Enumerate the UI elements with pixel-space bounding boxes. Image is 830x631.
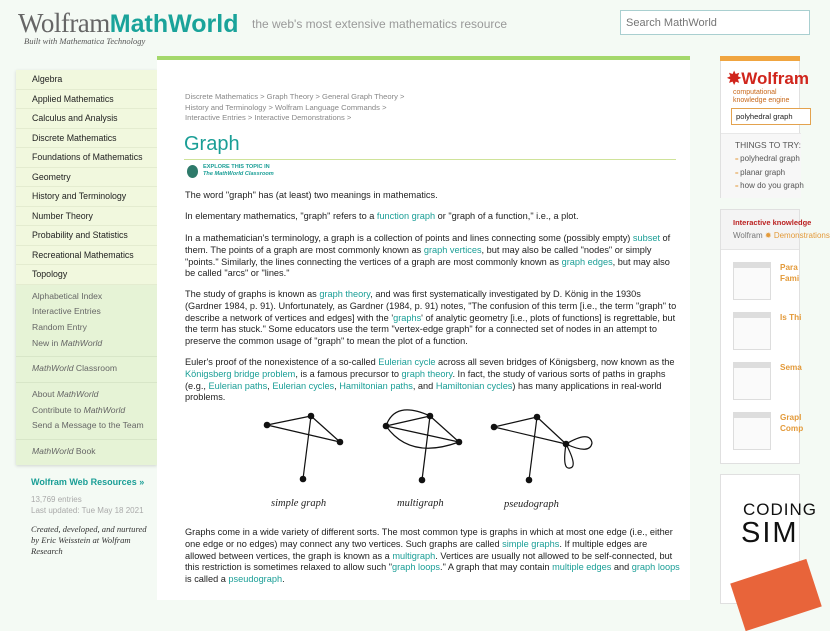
breadcrumb-separator: > bbox=[379, 102, 387, 112]
paragraph-text: ' of analytic geometry [i.e., plots of functions] is regrettable, but the term has stuck." Some educators use the term "vertex-edge graph" for a connected set of nodes in an attempt to preserve the common usage of "graph" to mean the plot of a function. bbox=[185, 312, 676, 347]
inline-link[interactable]: subset bbox=[632, 233, 660, 243]
demo-thumbnail[interactable] bbox=[733, 312, 771, 350]
paragraph-text: of them. The points of a graph are most commonly known as bbox=[185, 233, 671, 255]
page-title: Graph bbox=[184, 133, 240, 155]
demo-title[interactable]: Is Thi bbox=[780, 313, 802, 322]
breadcrumb-link[interactable]: Interactive Demonstrations bbox=[254, 113, 345, 123]
breadcrumb-separator: > bbox=[344, 113, 352, 123]
paragraph-text: ." A graph that may contain bbox=[440, 562, 553, 573]
demo-title[interactable]: Sema bbox=[780, 363, 802, 372]
sidebar-link-alphabetical-index[interactable]: Alphabetical Index bbox=[32, 290, 103, 301]
sidebar-group-about bbox=[16, 383, 157, 440]
sidebar bbox=[16, 70, 157, 465]
inline-link[interactable]: graph loops bbox=[631, 562, 680, 573]
inline-link[interactable]: graph theory bbox=[319, 289, 371, 299]
try-item[interactable]: = how do you graph bbox=[735, 181, 801, 195]
inline-link[interactable]: graph vertices bbox=[423, 244, 482, 255]
link-text-italic: MathWorld bbox=[83, 404, 126, 415]
sidebar-group-index bbox=[16, 285, 157, 358]
breadcrumb-separator: > bbox=[245, 113, 255, 123]
breadcrumb-link[interactable]: History and Terminology bbox=[185, 102, 267, 112]
link-text-italic: MathWorld bbox=[32, 446, 74, 456]
sidebar-link-contribute[interactable] bbox=[16, 403, 157, 419]
breadcrumb-line bbox=[185, 92, 505, 103]
article-paragraph bbox=[185, 233, 680, 280]
inline-link[interactable]: graph theory bbox=[401, 368, 453, 379]
article-paragraph bbox=[185, 190, 680, 202]
sidebar-group-book bbox=[16, 440, 157, 465]
paragraph-text: , but may also be called "arcs" or "lines." bbox=[185, 256, 670, 279]
paragraph-text: , and was first systematically investigated by D. König in the 1930s (Gardner 1984, p. 91). Unfortunately, as Gardner (1984, p. 91) notes, "The confusion of this term [i.e., the term "graph" to describe a network of vertices and edges] with the ' bbox=[185, 289, 677, 323]
things-title: THINGS TO TRY: bbox=[735, 140, 801, 150]
things-to-try bbox=[721, 133, 804, 198]
inline-link[interactable]: simple graphs bbox=[502, 538, 560, 549]
inline-link[interactable]: pseudograph bbox=[228, 574, 283, 585]
link-text: Book bbox=[73, 446, 96, 456]
paragraph-text: across all seven bridges of Königsberg, now known as the bbox=[435, 357, 675, 367]
breadcrumb-line bbox=[185, 103, 505, 114]
paragraph-text: and bbox=[611, 562, 632, 573]
paragraph-text: In elementary mathematics, "graph" refers to a bbox=[185, 211, 377, 221]
sidebar-category[interactable]: History and Terminology bbox=[16, 187, 157, 207]
sidebar-group-classroom bbox=[16, 357, 157, 383]
sidebar-category[interactable]: Discrete Mathematics bbox=[16, 129, 157, 149]
paragraph-text: ) has many applications in real-world problems. bbox=[185, 380, 662, 403]
sidebar-link-classroom[interactable] bbox=[16, 361, 157, 377]
wolfram-subtitle: computational knowledge engine bbox=[733, 89, 790, 104]
demo-thumbnail[interactable] bbox=[733, 262, 771, 300]
sidebar-link-about[interactable] bbox=[16, 387, 157, 403]
inline-link[interactable]: multigraph bbox=[392, 550, 436, 561]
demonstrations-widget bbox=[720, 209, 830, 464]
caption-pseudograph: pseudograph bbox=[504, 499, 559, 510]
caption-multigraph: multigraph bbox=[397, 498, 444, 509]
demonstrations-icon: ✹ bbox=[764, 231, 772, 240]
demo-thumbnail[interactable] bbox=[733, 412, 771, 450]
sidebar-category[interactable]: Geometry bbox=[16, 168, 157, 188]
article-paragraph bbox=[185, 527, 680, 586]
breadcrumb-line bbox=[185, 113, 505, 124]
sidebar-link-new-in-mathworld[interactable] bbox=[16, 336, 157, 352]
paragraph-text: , bbox=[334, 380, 340, 391]
sidebar-category[interactable]: Foundations of Mathematics bbox=[16, 148, 157, 168]
inline-link[interactable]: Eulerian cycles bbox=[272, 380, 335, 391]
breadcrumb-link[interactable]: Discrete Mathematics bbox=[185, 92, 259, 101]
last-updated: Last updated: Tue May 18 2021 bbox=[31, 505, 144, 515]
inline-link[interactable]: multiple edges bbox=[552, 562, 612, 573]
breadcrumb-link[interactable]: Wolfram Language Commands bbox=[274, 102, 380, 112]
sidebar-category[interactable]: Applied Mathematics bbox=[16, 90, 157, 110]
link-text-italic: MathWorld bbox=[56, 388, 99, 399]
logo-subtitle: Built with Mathematica Technology bbox=[24, 36, 146, 46]
paragraph-text: . In fact, the study of various sorts of paths in graphs (e.g., bbox=[185, 368, 666, 391]
sidebar-link-interactive-entries[interactable]: Interactive Entries bbox=[32, 306, 101, 317]
book-advertisement[interactable] bbox=[720, 474, 817, 604]
demo-title[interactable]: Grapl Comp bbox=[780, 413, 804, 433]
sidebar-link-book[interactable] bbox=[16, 444, 157, 460]
breadcrumb-separator: > bbox=[258, 92, 267, 101]
try-item[interactable]: = planar graph bbox=[735, 168, 801, 182]
breadcrumb-link[interactable]: General Graph Theory bbox=[322, 92, 398, 101]
inline-link[interactable]: graph loops bbox=[392, 562, 441, 573]
site-stats bbox=[31, 495, 144, 516]
paragraph-text: In a mathematician's terminology, a graph is a collection of points and lines connecting some (possibly empty) bbox=[185, 233, 633, 243]
article-paragraph bbox=[185, 357, 680, 404]
tagline: the web's most extensive mathematics resource bbox=[252, 17, 508, 31]
pseudograph-diagram bbox=[494, 417, 592, 480]
link-text: About bbox=[32, 388, 57, 399]
title-divider bbox=[184, 159, 676, 160]
paragraph-text: . bbox=[282, 574, 285, 585]
book-cover-image bbox=[730, 559, 822, 631]
breadcrumb bbox=[185, 92, 505, 124]
site-header bbox=[0, 0, 800, 55]
wolfram-alpha-query-input[interactable]: polyhedral graph bbox=[731, 108, 811, 125]
sidebar-category[interactable]: Topology bbox=[16, 265, 157, 285]
wolfram-alpha-widget bbox=[720, 61, 809, 198]
paragraph-text: The word "graph" has (at least) two meanings in mathematics. bbox=[185, 190, 438, 200]
explore-line1: EXPLORE THIS TOPIC IN bbox=[203, 164, 270, 170]
try-item[interactable]: = polyhedral graph bbox=[735, 154, 801, 168]
paragraph-text: , is a famous precursor to bbox=[295, 368, 402, 379]
paragraph-text: , and bbox=[412, 380, 436, 391]
search-input[interactable] bbox=[620, 10, 810, 35]
breadcrumb-separator: > bbox=[266, 102, 275, 112]
link-text-italic: MathWorld bbox=[60, 337, 103, 348]
link-text-italic: MathWorld bbox=[32, 363, 74, 374]
link-text: Classroom bbox=[73, 363, 118, 374]
sidebar-link-send-message[interactable]: Send a Message to the Team bbox=[32, 420, 144, 431]
explore-line2: The MathWorld Classroom bbox=[203, 171, 274, 177]
inline-link[interactable]: Eulerian paths bbox=[208, 380, 268, 391]
paragraph-text: is called a bbox=[185, 574, 229, 585]
caption-simple-graph: simple graph bbox=[271, 498, 327, 509]
logo-wolfram: Wolfram bbox=[18, 8, 110, 38]
sidebar-category[interactable]: Algebra bbox=[16, 70, 157, 90]
paragraph-text: The study of graphs is known as bbox=[185, 289, 320, 299]
demos-brand[interactable] bbox=[733, 231, 830, 240]
link-text: Contribute to bbox=[32, 404, 84, 415]
multigraph-diagram bbox=[386, 410, 459, 480]
paragraph-text: Euler's proof of the nonexistence of a so-called bbox=[185, 357, 379, 367]
demos-title: Interactive knowledge bbox=[733, 218, 812, 227]
demos-brand-demonstrations: Demonstrations bbox=[773, 231, 830, 240]
article-paragraph bbox=[185, 211, 680, 223]
paragraph-text: , bbox=[267, 380, 273, 391]
graph-diagrams bbox=[250, 405, 580, 490]
inline-link[interactable]: Eulerian cycle bbox=[378, 357, 436, 367]
paragraph-text: . Vertices are usually not allowed to be self-connected, but this restriction is sometimes relaxed to allow such " bbox=[185, 550, 673, 573]
explore-classroom-link[interactable] bbox=[187, 164, 274, 178]
credit-text: Created, developed, and nurtured by Eric Weisstein at Wolfram Research bbox=[31, 524, 147, 556]
right-column bbox=[720, 56, 830, 604]
inline-link[interactable]: Hamiltonian cycles bbox=[435, 380, 513, 391]
paragraph-text: or "graph of a function," i.e., a plot. bbox=[435, 211, 579, 221]
wolfram-text: Wolfram bbox=[741, 69, 809, 88]
link-text: New in bbox=[32, 337, 61, 348]
inline-link[interactable]: Königsberg bridge problem bbox=[185, 368, 296, 379]
ad-line1: CODING bbox=[743, 500, 817, 519]
demos-brand-wolfram: Wolfram bbox=[733, 231, 763, 240]
inline-link[interactable]: Hamiltonian paths bbox=[339, 380, 413, 391]
sidebar-link-random-entry[interactable]: Random Entry bbox=[32, 321, 87, 332]
main-content bbox=[157, 60, 690, 600]
wolfram-alpha-logo[interactable] bbox=[727, 69, 809, 89]
entry-count: 13,769 entries bbox=[31, 495, 82, 504]
inline-link[interactable]: graphs bbox=[393, 312, 422, 323]
logo-mathworld: MathWorld bbox=[109, 10, 239, 38]
breadcrumb-separator: > bbox=[313, 92, 323, 101]
ad-line2: SIM bbox=[741, 517, 799, 549]
inline-link[interactable]: function graph bbox=[376, 211, 436, 221]
paragraph-text: Graphs come in a wide variety of different sorts. The most common type is graphs in which at most one edge (i.e., either one edge or no edges) may connect any two vertices. Such graphs are called bbox=[185, 527, 673, 549]
breadcrumb-link[interactable]: Graph Theory bbox=[266, 92, 314, 101]
paragraph-text: . If multiple edges are allowed between vertices, the graph is known as a bbox=[185, 538, 648, 561]
graph-types-figure bbox=[250, 405, 580, 520]
demo-title[interactable]: Para Fami bbox=[780, 263, 800, 283]
sidebar-category[interactable]: Recreational Mathematics bbox=[16, 246, 157, 266]
demonstrations-header bbox=[721, 210, 830, 250]
sidebar-category[interactable]: Probability and Statistics bbox=[16, 226, 157, 246]
graduation-cap-icon bbox=[187, 165, 198, 178]
mathworld-logo[interactable] bbox=[18, 8, 238, 39]
article-paragraph bbox=[185, 289, 680, 348]
simple-graph-diagram bbox=[267, 416, 340, 479]
wolfram-spikey-icon: ✸ bbox=[727, 69, 742, 88]
wolfram-web-resources-link[interactable]: Wolfram Web Resources » bbox=[31, 477, 145, 487]
breadcrumb-link[interactable]: Interactive Entries bbox=[185, 113, 246, 123]
sidebar-category[interactable]: Calculus and Analysis bbox=[16, 109, 157, 129]
inline-link[interactable]: graph edges bbox=[561, 256, 613, 267]
sidebar-category[interactable]: Number Theory bbox=[16, 207, 157, 227]
breadcrumb-separator: > bbox=[397, 92, 405, 101]
demo-thumbnail[interactable] bbox=[733, 362, 771, 400]
paragraph-text: , but may also be called "nodes" or simply "points." Similarly, the lines connecting the vertices of a graph are most commonly known as bbox=[185, 244, 652, 267]
